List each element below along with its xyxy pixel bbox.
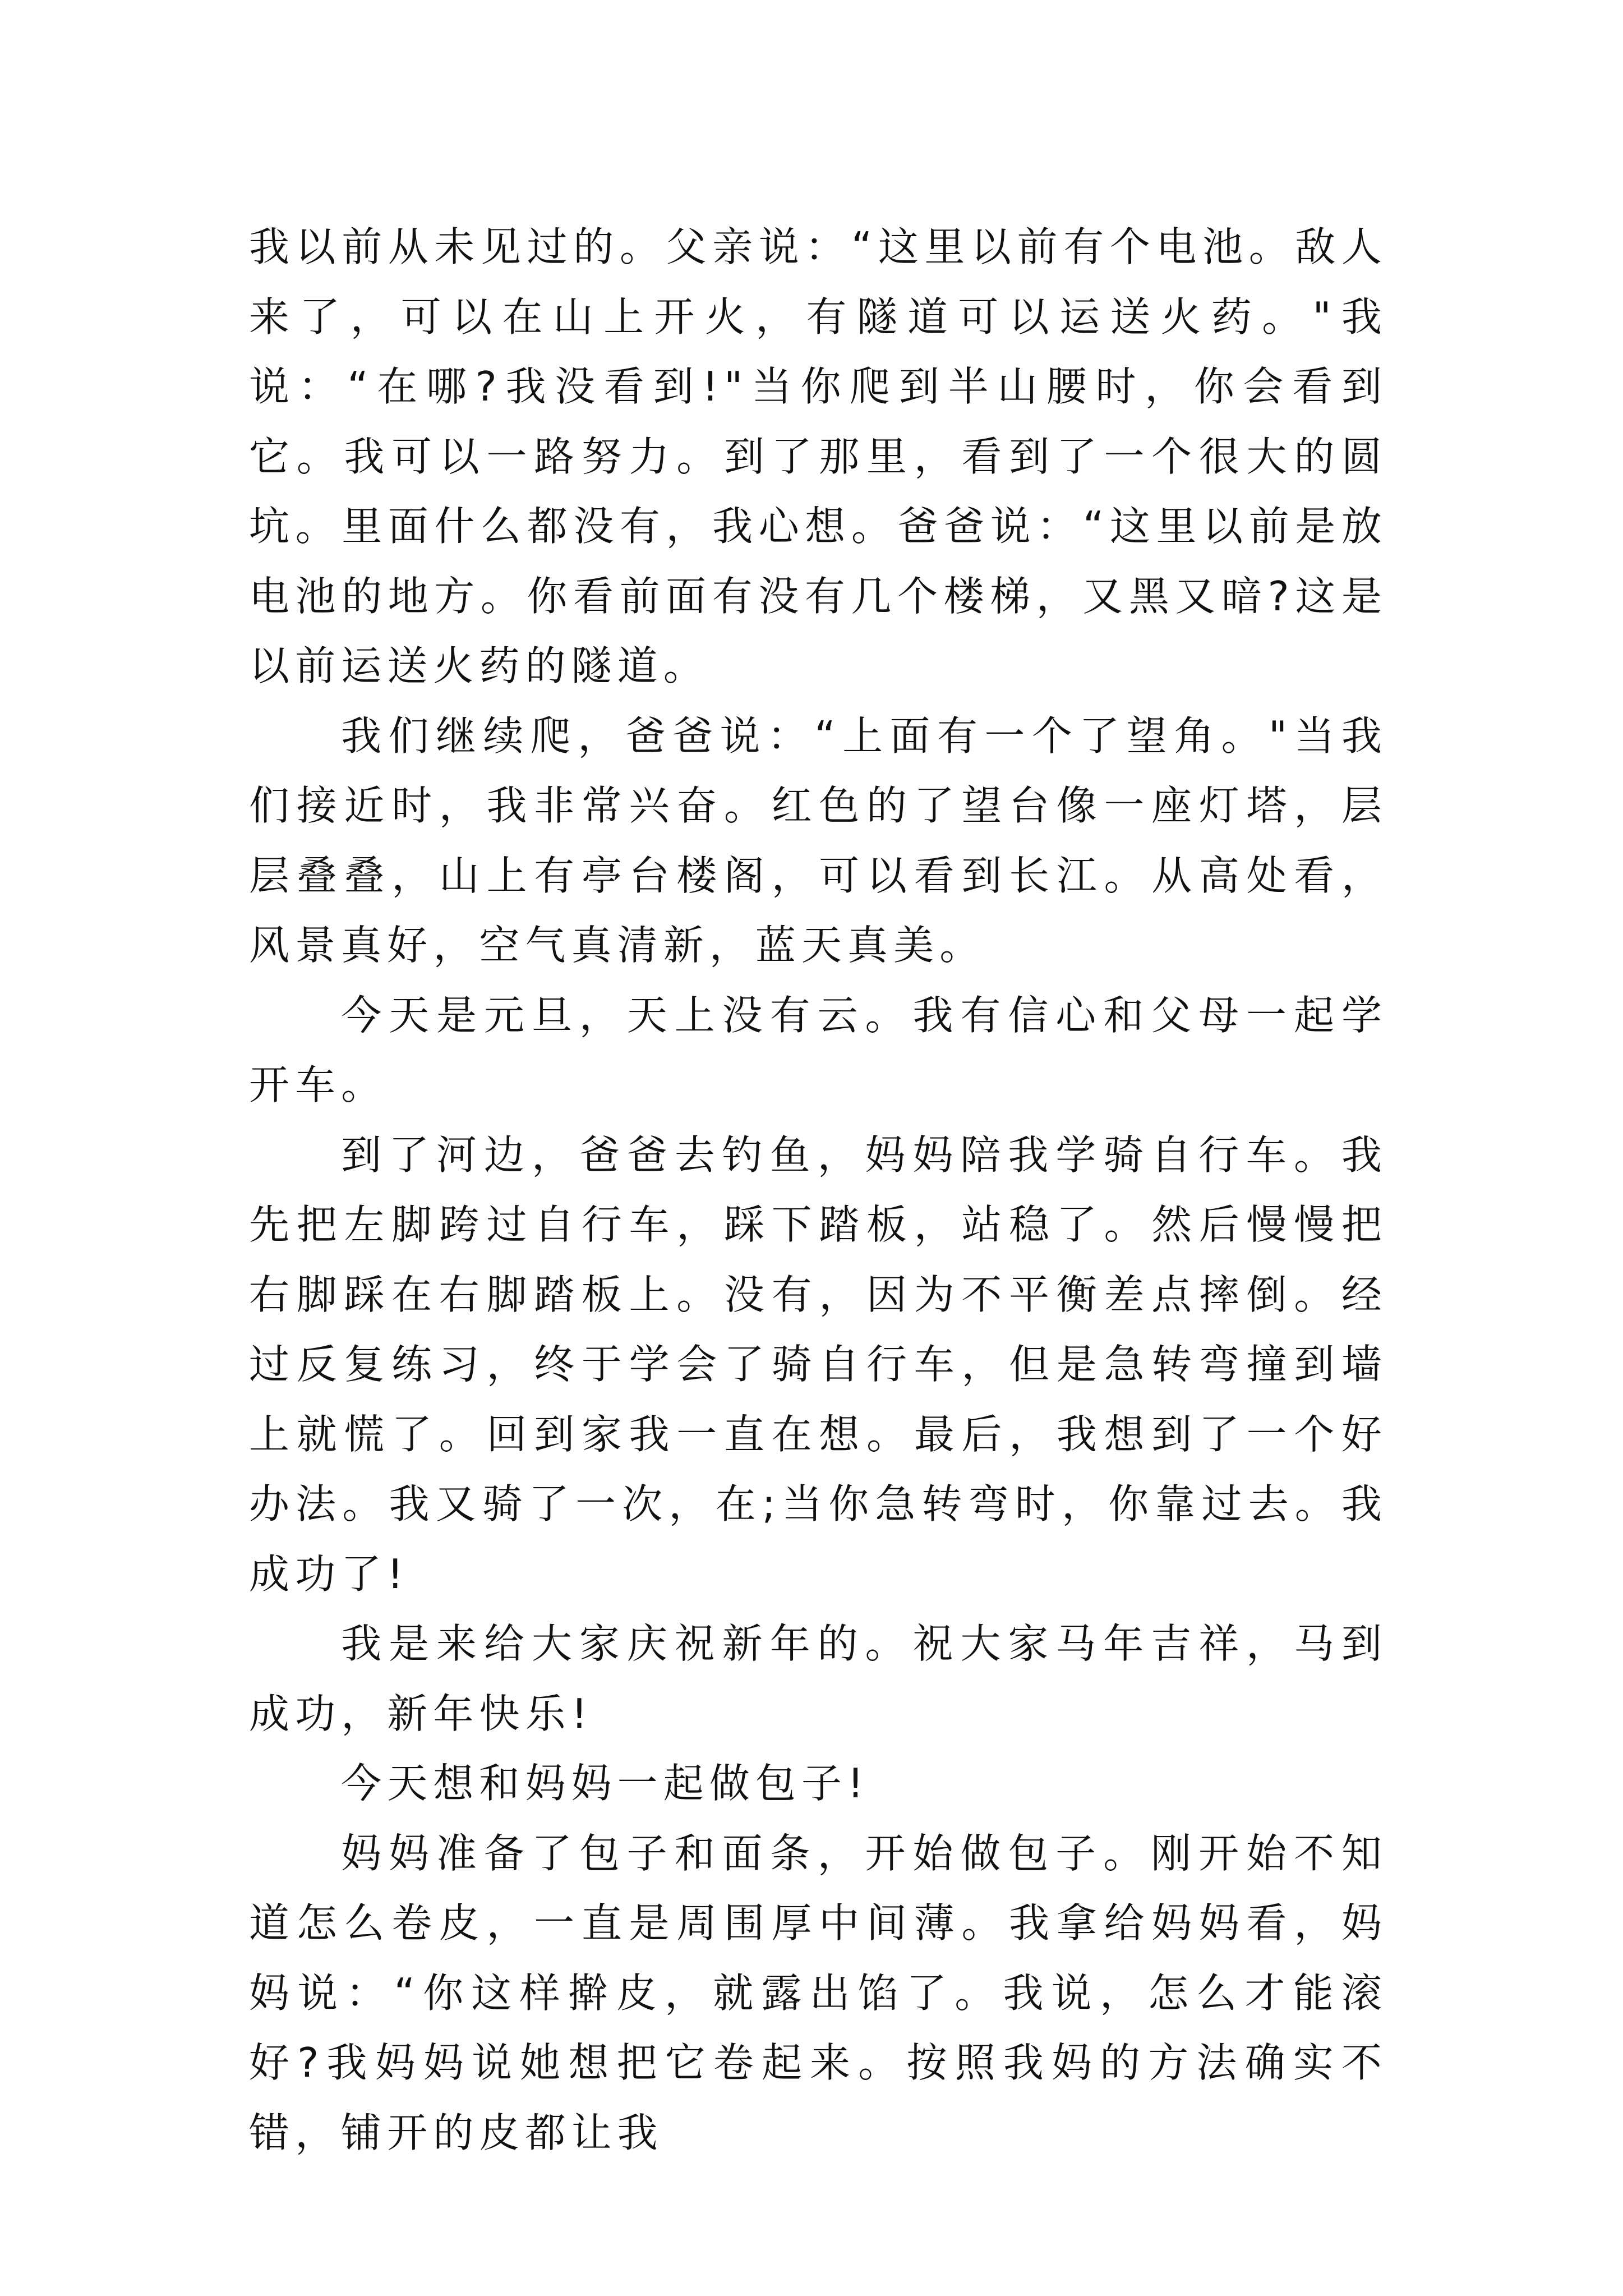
paragraph-2: 我们继续爬，爸爸说：“上面有一个了望角。"当我们接近时，我非常兴奋。红色的了望台像一座灯塔，层层叠叠，山上有亭台楼阁，可以看到长江。从高处看，风景真好，空气真清新，蓝天真美。 bbox=[249, 712, 1387, 969]
paragraph-4: 到了河边，爸爸去钓鱼，妈妈陪我学骑自行车。我先把左脚跨过自行车，踩下踏板，站稳了。然后慢慢把右脚踩在右脚踏板上。没有，因为不平衡差点摔倒。经过反复练习，终于学会了骑自行车，但是急转弯撞到墙上就慌了。回到家我一直在想。最后，我想到了一个好办法。我又骑了一次，在;当你急转弯时，你靠过去。我成功了! bbox=[249, 1131, 1387, 1598]
paragraph-7: 妈妈准备了包子和面条，开始做包子。刚开始不知道怎么卷皮，一直是周围厚中间薄。我拿给妈妈看，妈妈说：“你这样擀皮，就露出馅了。我说，怎么才能滚好?我妈妈说她想把它卷起来。按照我妈的方法确实不错，铺开的皮都让我 bbox=[249, 1829, 1387, 2156]
paragraph-1: 我以前从未见过的。父亲说：“这里以前有个电池。敌人来了，可以在山上开火，有隧道可以运送火药。"我说：“在哪?我没看到!"当你爬到半山腰时，你会看到它。我可以一路努力。到了那里，看到了一个很大的圆坑。里面什么都没有，我心想。爸爸说：“这里以前是放电池的地方。你看前面有没有几个楼梯，又黑又暗?这是以前运送火药的隧道。 bbox=[249, 223, 1387, 689]
document-body bbox=[249, 212, 1387, 2168]
paragraph-6: 今天想和妈妈一起做包子! bbox=[341, 1760, 869, 1807]
paragraph-5: 我是来给大家庆祝新年的。祝大家马年吉祥，马到成功，新年快乐! bbox=[249, 1620, 1387, 1737]
paragraph-3: 今天是元旦，天上没有云。我有信心和父母一起学开车。 bbox=[249, 991, 1387, 1108]
